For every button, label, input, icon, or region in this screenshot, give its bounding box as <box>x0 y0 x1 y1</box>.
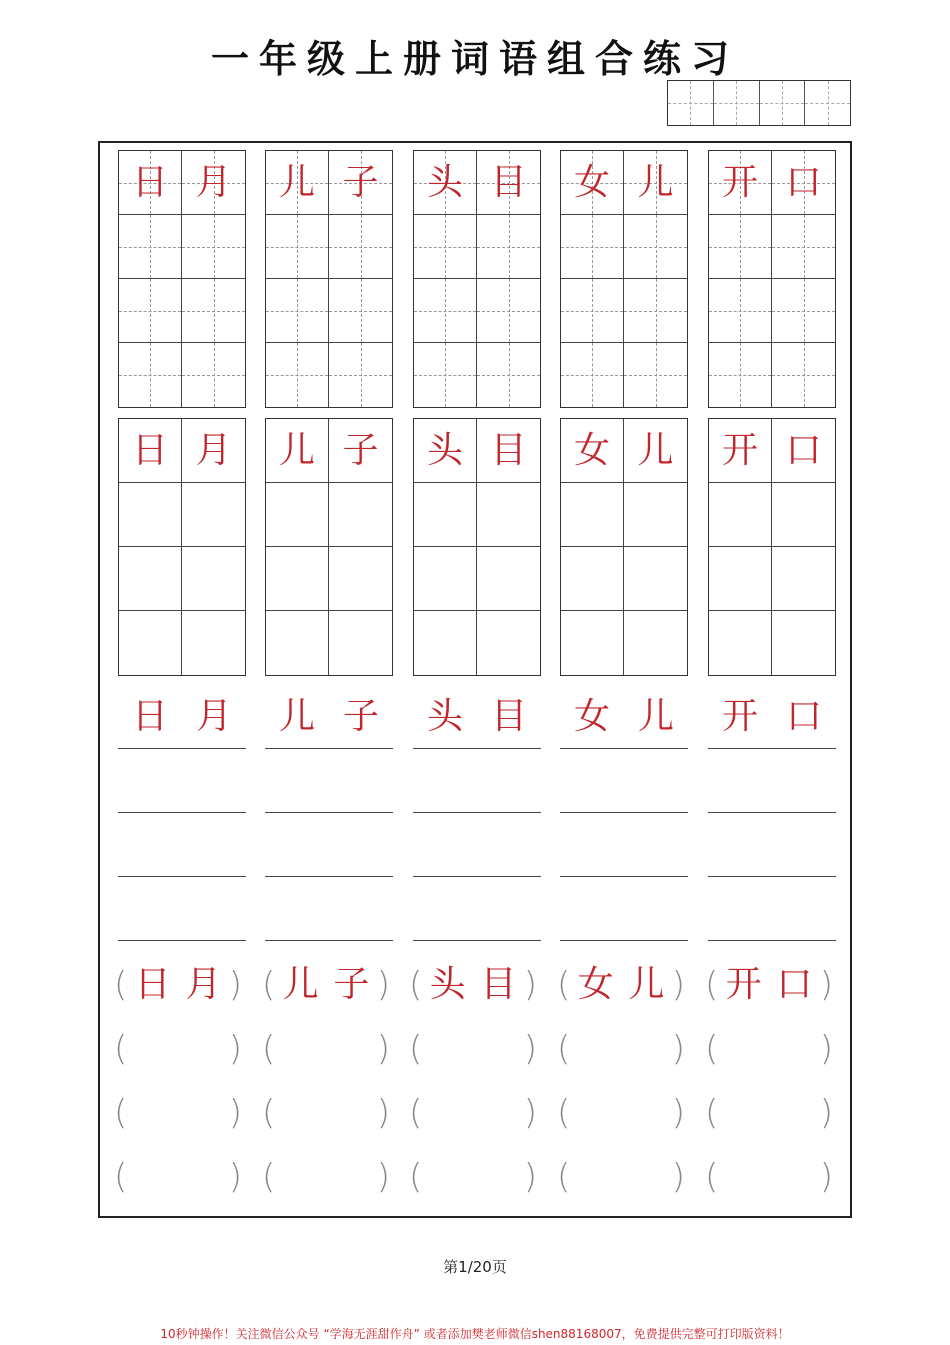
paren-open: ( <box>409 1093 423 1133</box>
paren-open: ( <box>557 1157 571 1197</box>
word-char: 女 <box>573 161 610 203</box>
writing-line[interactable] <box>413 749 541 813</box>
writing-line[interactable] <box>560 877 688 941</box>
writing-line[interactable] <box>265 813 393 877</box>
writing-line[interactable] <box>413 813 541 877</box>
writing-line[interactable] <box>265 877 393 941</box>
paren-open: ( <box>705 1157 719 1197</box>
writing-row[interactable] <box>561 279 687 343</box>
paren-answer-row[interactable] <box>705 1017 833 1081</box>
paren-answer-row[interactable] <box>114 1081 242 1145</box>
paren-answer-row[interactable] <box>262 1145 390 1209</box>
word-char: 儿 <box>637 695 674 737</box>
writing-row[interactable] <box>119 215 245 279</box>
writing-row[interactable] <box>119 279 245 343</box>
paren-close: ) <box>671 1093 685 1133</box>
writing-row[interactable] <box>414 611 540 675</box>
writing-line[interactable] <box>708 877 836 941</box>
paren-close: ) <box>376 1093 390 1133</box>
writing-line[interactable] <box>265 749 393 813</box>
paren-open: ( <box>409 1029 423 1069</box>
paren-set-1 <box>114 953 242 1209</box>
paren-open: ( <box>705 1093 719 1133</box>
paren-set-5 <box>705 953 833 1209</box>
paren-open: ( <box>557 1093 571 1133</box>
word-char: 头 <box>426 695 463 737</box>
word-char: 女 <box>573 429 610 471</box>
paren-close: ) <box>523 1093 537 1133</box>
writing-row[interactable] <box>561 611 687 675</box>
paren-open: ( <box>705 1029 719 1069</box>
paren-open: ( <box>409 1157 423 1197</box>
word-char: 目 <box>490 429 527 471</box>
word-char: 儿 <box>637 161 674 203</box>
writing-row[interactable] <box>709 611 835 675</box>
paren-open: ( <box>114 965 128 1005</box>
writing-row[interactable] <box>414 279 540 343</box>
line-set-3 <box>413 685 541 941</box>
word-grid-3 <box>413 150 541 408</box>
paren-set-4 <box>557 953 685 1209</box>
word-char: 女 <box>577 964 614 1005</box>
word-char: 月 <box>185 964 222 1005</box>
paren-close: ) <box>376 1029 390 1069</box>
paren-open: ( <box>262 965 276 1005</box>
line-set-4 <box>560 685 688 941</box>
writing-row[interactable] <box>709 547 835 611</box>
writing-row[interactable] <box>561 483 687 547</box>
word-char: 头 <box>426 161 463 203</box>
paren-close: ) <box>819 1157 833 1197</box>
paren-close: ) <box>819 1029 833 1069</box>
writing-row[interactable] <box>266 279 392 343</box>
score-cell <box>760 81 806 125</box>
paren-answer-row[interactable] <box>557 1081 685 1145</box>
writing-line[interactable] <box>118 749 246 813</box>
word-char: 口 <box>776 964 813 1005</box>
writing-line[interactable] <box>118 813 246 877</box>
writing-line[interactable] <box>413 877 541 941</box>
writing-row[interactable] <box>561 343 687 407</box>
writing-row[interactable] <box>414 343 540 407</box>
paren-open: ( <box>262 1157 276 1197</box>
writing-row[interactable] <box>119 483 245 547</box>
paren-open: ( <box>262 1093 276 1133</box>
writing-row[interactable] <box>266 343 392 407</box>
paren-close: ) <box>228 1157 242 1197</box>
paren-close: ) <box>376 965 390 1005</box>
paren-set-3 <box>409 953 537 1209</box>
paren-close: ) <box>523 965 537 1005</box>
line-set-5 <box>708 685 836 941</box>
writing-row[interactable] <box>266 483 392 547</box>
paren-close: ) <box>228 1029 242 1069</box>
paren-close: ) <box>819 1093 833 1133</box>
score-cell <box>668 81 714 125</box>
writing-row[interactable] <box>561 547 687 611</box>
word-char: 儿 <box>278 161 315 203</box>
paren-close: ) <box>228 965 242 1005</box>
paren-open: ( <box>114 1157 128 1197</box>
writing-row[interactable] <box>709 215 835 279</box>
word-char: 儿 <box>278 695 315 737</box>
writing-line[interactable] <box>560 813 688 877</box>
paren-open: ( <box>409 965 423 1005</box>
word-char: 子 <box>342 695 379 737</box>
paren-answer-row[interactable] <box>705 1145 833 1209</box>
paren-open: ( <box>557 965 571 1005</box>
word-char: 月 <box>195 161 232 203</box>
writing-line[interactable] <box>118 877 246 941</box>
word-grid-1 <box>118 150 246 408</box>
paren-answer-row[interactable] <box>557 1017 685 1081</box>
writing-row[interactable] <box>414 215 540 279</box>
word-char: 口 <box>785 161 822 203</box>
paren-close: ) <box>671 965 685 1005</box>
paren-open: ( <box>557 1029 571 1069</box>
word-grid-2 <box>265 150 393 408</box>
score-cell <box>714 81 760 125</box>
word-char: 月 <box>195 429 232 471</box>
paren-open: ( <box>114 1029 128 1069</box>
word-grid-5 <box>708 418 836 676</box>
page-title: 一年级上册词语组合练习 <box>210 36 739 81</box>
paren-answer-row[interactable] <box>262 1017 390 1081</box>
paren-close: ) <box>671 1029 685 1069</box>
writing-row[interactable] <box>119 547 245 611</box>
paren-open: ( <box>114 1093 128 1133</box>
word-grid-1 <box>118 418 246 676</box>
word-grid-4 <box>560 418 688 676</box>
word-grid-3 <box>413 418 541 676</box>
writing-row[interactable] <box>561 215 687 279</box>
word-char: 开 <box>721 161 758 203</box>
word-char: 儿 <box>628 964 665 1005</box>
word-char: 目 <box>480 964 517 1005</box>
paren-answer-row[interactable] <box>409 1145 537 1209</box>
word-char: 子 <box>333 964 370 1005</box>
writing-row[interactable] <box>266 611 392 675</box>
paren-answer-row[interactable] <box>409 1017 537 1081</box>
word-char: 子 <box>342 161 379 203</box>
word-char: 月 <box>195 695 232 737</box>
word-grid-5 <box>708 150 836 408</box>
paren-close: ) <box>523 1029 537 1069</box>
paren-close: ) <box>376 1157 390 1197</box>
word-char: 日 <box>134 964 171 1005</box>
word-char: 头 <box>426 429 463 471</box>
writing-row[interactable] <box>709 483 835 547</box>
paren-close: ) <box>523 1157 537 1197</box>
word-char: 头 <box>429 964 466 1005</box>
footer-note: 10秒钟操作！关注微信公众号 “学海无涯甜作舟” 或者添加樊老师微信shen88168007，免费提供完整可打印版资料！ <box>160 1327 790 1341</box>
writing-row[interactable] <box>709 343 835 407</box>
word-char: 目 <box>490 161 527 203</box>
writing-row[interactable] <box>709 279 835 343</box>
paren-answer-row[interactable] <box>409 1081 537 1145</box>
writing-row[interactable] <box>119 343 245 407</box>
score-cell <box>805 81 850 125</box>
word-char: 目 <box>490 695 527 737</box>
paren-answer-row[interactable] <box>114 1017 242 1081</box>
word-char: 儿 <box>637 429 674 471</box>
writing-line[interactable] <box>708 813 836 877</box>
writing-row[interactable] <box>414 547 540 611</box>
word-grid-4 <box>560 150 688 408</box>
word-char: 女 <box>573 695 610 737</box>
word-char: 口 <box>785 429 822 471</box>
paren-open: ( <box>705 965 719 1005</box>
score-box <box>667 80 851 126</box>
word-char: 日 <box>131 429 168 471</box>
word-char: 儿 <box>278 429 315 471</box>
writing-line[interactable] <box>560 749 688 813</box>
word-char: 口 <box>785 695 822 737</box>
word-char: 开 <box>725 964 762 1005</box>
word-char: 日 <box>131 695 168 737</box>
paren-open: ( <box>262 1029 276 1069</box>
writing-row[interactable] <box>266 215 392 279</box>
paren-set-2 <box>262 953 390 1209</box>
paren-close: ) <box>819 965 833 1005</box>
word-char: 开 <box>721 695 758 737</box>
word-char: 儿 <box>282 964 319 1005</box>
line-set-2 <box>265 685 393 941</box>
page-number: 第1/20页 <box>443 1258 507 1276</box>
word-char: 日 <box>131 161 168 203</box>
paren-answer-row[interactable] <box>705 1081 833 1145</box>
word-char: 子 <box>342 429 379 471</box>
paren-close: ) <box>671 1157 685 1197</box>
word-char: 开 <box>721 429 758 471</box>
writing-row[interactable] <box>414 483 540 547</box>
paren-answer-row[interactable] <box>557 1145 685 1209</box>
writing-line[interactable] <box>708 749 836 813</box>
line-set-1 <box>118 685 246 941</box>
paren-answer-row[interactable] <box>114 1145 242 1209</box>
paren-answer-row[interactable] <box>262 1081 390 1145</box>
writing-row[interactable] <box>119 611 245 675</box>
word-grid-2 <box>265 418 393 676</box>
writing-row[interactable] <box>266 547 392 611</box>
paren-close: ) <box>228 1093 242 1133</box>
